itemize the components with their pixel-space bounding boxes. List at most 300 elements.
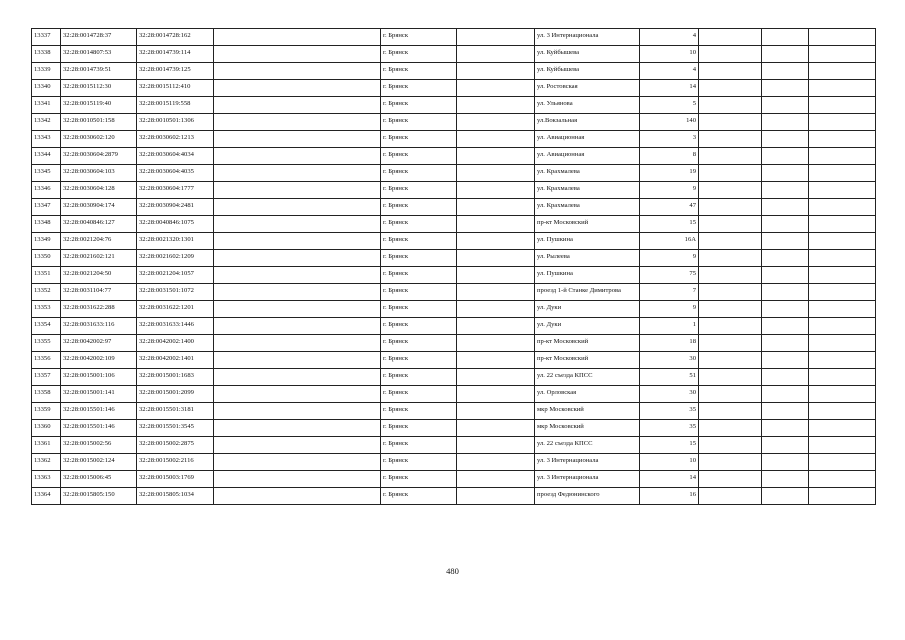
table-row — [32, 352, 876, 369]
row-number-cell: 13359 — [32, 403, 61, 420]
row-number-cell: 13356 — [32, 352, 61, 369]
city-cell: г. Брянск — [381, 216, 457, 233]
house-number-cell: 140 — [640, 114, 699, 131]
empty-cell — [214, 471, 381, 488]
city-cell: г. Брянск — [381, 352, 457, 369]
empty-cell — [214, 199, 381, 216]
city-cell: г. Брянск — [381, 165, 457, 182]
object-cadastral-number-cell: 32:28:0021204:1057 — [137, 267, 214, 284]
table-row — [32, 199, 876, 216]
empty-cell — [762, 352, 809, 369]
street-cell: ул. 22 съезда КПСС — [535, 437, 640, 454]
row-number-cell: 13352 — [32, 284, 61, 301]
city-cell: г. Брянск — [381, 131, 457, 148]
empty-cell — [214, 284, 381, 301]
street-cell: ул. 3 Интернационала — [535, 29, 640, 46]
empty-cell — [699, 97, 762, 114]
empty-cell — [809, 369, 876, 386]
empty-cell — [699, 420, 762, 437]
object-cadastral-number-cell: 32:28:0015805:1034 — [137, 488, 214, 505]
object-cadastral-number-cell: 32:28:0030904:2481 — [137, 199, 214, 216]
city-cell: г. Брянск — [381, 80, 457, 97]
empty-cell — [762, 386, 809, 403]
empty-cell — [762, 284, 809, 301]
street-cell: пр-кт Московский — [535, 352, 640, 369]
row-number-cell: 13362 — [32, 454, 61, 471]
row-number-cell: 13350 — [32, 250, 61, 267]
cadastral-number-cell: 32:28:0030602:120 — [61, 131, 137, 148]
cadastral-number-cell: 32:28:0015119:40 — [61, 97, 137, 114]
empty-cell — [214, 182, 381, 199]
empty-cell — [699, 335, 762, 352]
street-cell: ул. 3 Интернационала — [535, 454, 640, 471]
empty-cell — [214, 250, 381, 267]
street-cell: ул. Крахмалева — [535, 182, 640, 199]
empty-cell — [762, 267, 809, 284]
street-cell: ул. Рылеева — [535, 250, 640, 267]
cadastral-number-cell: 32:28:0015001:106 — [61, 369, 137, 386]
empty-cell — [762, 488, 809, 505]
empty-cell — [214, 369, 381, 386]
table-row — [32, 29, 876, 46]
empty-cell — [699, 250, 762, 267]
house-number-cell: 18 — [640, 335, 699, 352]
empty-cell — [762, 216, 809, 233]
empty-cell — [214, 233, 381, 250]
empty-cell — [214, 165, 381, 182]
object-cadastral-number-cell: 32:28:0030604:4035 — [137, 165, 214, 182]
object-cadastral-number-cell: 32:28:0040846:1075 — [137, 216, 214, 233]
table-row — [32, 131, 876, 148]
empty-cell — [457, 199, 535, 216]
empty-cell — [762, 437, 809, 454]
city-cell: г. Брянск — [381, 369, 457, 386]
house-number-cell: 9 — [640, 182, 699, 199]
cadastral-number-cell: 32:28:0031622:288 — [61, 301, 137, 318]
empty-cell — [457, 267, 535, 284]
cadastral-number-cell: 32:28:0015006:45 — [61, 471, 137, 488]
empty-cell — [762, 318, 809, 335]
empty-cell — [214, 335, 381, 352]
row-number-cell: 13341 — [32, 97, 61, 114]
empty-cell — [214, 386, 381, 403]
street-cell: ул. Пушкина — [535, 233, 640, 250]
empty-cell — [762, 182, 809, 199]
house-number-cell: 47 — [640, 199, 699, 216]
city-cell: г. Брянск — [381, 63, 457, 80]
empty-cell — [214, 352, 381, 369]
street-cell: ул. Ульянова — [535, 97, 640, 114]
empty-cell — [762, 335, 809, 352]
empty-cell — [699, 216, 762, 233]
city-cell: г. Брянск — [381, 233, 457, 250]
object-cadastral-number-cell: 32:28:0021602:1209 — [137, 250, 214, 267]
empty-cell — [809, 148, 876, 165]
empty-cell — [809, 80, 876, 97]
cadastral-number-cell: 32:28:0015002:124 — [61, 454, 137, 471]
house-number-cell: 9 — [640, 301, 699, 318]
empty-cell — [699, 63, 762, 80]
row-number-cell: 13337 — [32, 29, 61, 46]
empty-cell — [762, 471, 809, 488]
empty-cell — [457, 216, 535, 233]
empty-cell — [762, 114, 809, 131]
empty-cell — [699, 301, 762, 318]
empty-cell — [699, 182, 762, 199]
object-cadastral-number-cell: 32:28:0015003:1769 — [137, 471, 214, 488]
empty-cell — [457, 301, 535, 318]
street-cell: ул. Куйбышева — [535, 63, 640, 80]
row-number-cell: 13340 — [32, 80, 61, 97]
cadastral-number-cell: 32:28:0014807:53 — [61, 46, 137, 63]
row-number-cell: 13354 — [32, 318, 61, 335]
empty-cell — [809, 233, 876, 250]
table-row — [32, 403, 876, 420]
cadastral-number-cell: 32:28:0010501:158 — [61, 114, 137, 131]
table-row — [32, 420, 876, 437]
house-number-cell: 10 — [640, 454, 699, 471]
house-number-cell: 35 — [640, 403, 699, 420]
empty-cell — [214, 420, 381, 437]
street-cell: ул. Крахмалева — [535, 165, 640, 182]
cadastral-number-cell: 32:28:0042002:109 — [61, 352, 137, 369]
house-number-cell: 15 — [640, 437, 699, 454]
empty-cell — [457, 97, 535, 114]
cadastral-number-cell: 32:28:0014739:51 — [61, 63, 137, 80]
empty-cell — [809, 29, 876, 46]
empty-cell — [214, 29, 381, 46]
row-number-cell: 13364 — [32, 488, 61, 505]
table-row — [32, 148, 876, 165]
empty-cell — [214, 267, 381, 284]
empty-cell — [214, 148, 381, 165]
table-row — [32, 97, 876, 114]
street-cell: ул. 3 Интернационала — [535, 471, 640, 488]
table-row — [32, 165, 876, 182]
city-cell: г. Брянск — [381, 97, 457, 114]
empty-cell — [214, 63, 381, 80]
row-number-cell: 13353 — [32, 301, 61, 318]
row-number-cell: 13338 — [32, 46, 61, 63]
cadastral-number-cell: 32:28:0015001:141 — [61, 386, 137, 403]
empty-cell — [699, 437, 762, 454]
house-number-cell: 16А — [640, 233, 699, 250]
empty-cell — [457, 369, 535, 386]
empty-cell — [699, 284, 762, 301]
empty-cell — [762, 403, 809, 420]
row-number-cell: 13357 — [32, 369, 61, 386]
city-cell: г. Брянск — [381, 148, 457, 165]
empty-cell — [699, 165, 762, 182]
empty-cell — [457, 386, 535, 403]
row-number-cell: 13361 — [32, 437, 61, 454]
empty-cell — [214, 216, 381, 233]
empty-cell — [762, 80, 809, 97]
cadastral-number-cell: 32:28:0021204:50 — [61, 267, 137, 284]
register-table — [31, 28, 876, 505]
house-number-cell: 7 — [640, 284, 699, 301]
object-cadastral-number-cell: 32:28:0014728:162 — [137, 29, 214, 46]
object-cadastral-number-cell: 32:28:0015119:558 — [137, 97, 214, 114]
empty-cell — [699, 403, 762, 420]
empty-cell — [699, 29, 762, 46]
city-cell: г. Брянск — [381, 335, 457, 352]
empty-cell — [809, 199, 876, 216]
city-cell: г. Брянск — [381, 437, 457, 454]
empty-cell — [762, 46, 809, 63]
empty-cell — [809, 301, 876, 318]
cadastral-number-cell: 32:28:0030604:2879 — [61, 148, 137, 165]
empty-cell — [457, 114, 535, 131]
empty-cell — [809, 437, 876, 454]
empty-cell — [809, 216, 876, 233]
object-cadastral-number-cell: 32:28:0015112:410 — [137, 80, 214, 97]
empty-cell — [762, 29, 809, 46]
object-cadastral-number-cell: 32:28:0015501:3181 — [137, 403, 214, 420]
empty-cell — [457, 250, 535, 267]
row-number-cell: 13343 — [32, 131, 61, 148]
table-row — [32, 454, 876, 471]
table-row — [32, 437, 876, 454]
street-cell: мкр Московский — [535, 403, 640, 420]
table-row — [32, 63, 876, 80]
empty-cell — [699, 267, 762, 284]
empty-cell — [214, 131, 381, 148]
street-cell: ул. Куйбышева — [535, 46, 640, 63]
table-row — [32, 386, 876, 403]
empty-cell — [214, 403, 381, 420]
street-cell: ул. Крахмалева — [535, 199, 640, 216]
street-cell: проезд Федюнинского — [535, 488, 640, 505]
row-number-cell: 13342 — [32, 114, 61, 131]
empty-cell — [699, 46, 762, 63]
house-number-cell: 19 — [640, 165, 699, 182]
empty-cell — [809, 488, 876, 505]
city-cell: г. Брянск — [381, 386, 457, 403]
empty-cell — [809, 352, 876, 369]
empty-cell — [457, 29, 535, 46]
table-row — [32, 182, 876, 199]
empty-cell — [214, 454, 381, 471]
table-row — [32, 488, 876, 505]
cadastral-number-cell: 32:28:0021602:121 — [61, 250, 137, 267]
cadastral-number-cell: 32:28:0040846:127 — [61, 216, 137, 233]
empty-cell — [809, 165, 876, 182]
empty-cell — [809, 182, 876, 199]
object-cadastral-number-cell: 32:28:0030604:4034 — [137, 148, 214, 165]
empty-cell — [809, 46, 876, 63]
object-cadastral-number-cell: 32:28:0014739:114 — [137, 46, 214, 63]
street-cell: ул. Авиационная — [535, 131, 640, 148]
empty-cell — [699, 369, 762, 386]
empty-cell — [699, 386, 762, 403]
empty-cell — [809, 267, 876, 284]
empty-cell — [809, 420, 876, 437]
empty-cell — [809, 63, 876, 80]
empty-cell — [214, 46, 381, 63]
empty-cell — [809, 454, 876, 471]
empty-cell — [762, 250, 809, 267]
table-row — [32, 80, 876, 97]
object-cadastral-number-cell: 32:28:0010501:1306 — [137, 114, 214, 131]
row-number-cell: 13339 — [32, 63, 61, 80]
row-number-cell: 13360 — [32, 420, 61, 437]
street-cell: пр-кт Московский — [535, 335, 640, 352]
row-number-cell: 13363 — [32, 471, 61, 488]
cadastral-number-cell: 32:28:0015002:56 — [61, 437, 137, 454]
page-number: 480 — [446, 566, 459, 576]
empty-cell — [809, 97, 876, 114]
city-cell: г. Брянск — [381, 318, 457, 335]
object-cadastral-number-cell: 32:28:0031501:1072 — [137, 284, 214, 301]
cadastral-number-cell: 32:28:0015501:146 — [61, 420, 137, 437]
street-cell: ул.Вокзальная — [535, 114, 640, 131]
empty-cell — [699, 80, 762, 97]
street-cell: мкр Московский — [535, 420, 640, 437]
empty-cell — [457, 131, 535, 148]
house-number-cell: 8 — [640, 148, 699, 165]
house-number-cell: 5 — [640, 97, 699, 114]
house-number-cell: 14 — [640, 80, 699, 97]
empty-cell — [809, 403, 876, 420]
street-cell: проезд 1-й Станке Димитрова — [535, 284, 640, 301]
empty-cell — [699, 454, 762, 471]
empty-cell — [457, 63, 535, 80]
row-number-cell: 13345 — [32, 165, 61, 182]
empty-cell — [457, 352, 535, 369]
city-cell: г. Брянск — [381, 114, 457, 131]
empty-cell — [457, 284, 535, 301]
object-cadastral-number-cell: 32:28:0015001:2099 — [137, 386, 214, 403]
city-cell: г. Брянск — [381, 403, 457, 420]
house-number-cell: 1 — [640, 318, 699, 335]
empty-cell — [457, 182, 535, 199]
empty-cell — [699, 352, 762, 369]
empty-cell — [809, 114, 876, 131]
empty-cell — [457, 471, 535, 488]
house-number-cell: 10 — [640, 46, 699, 63]
house-number-cell: 51 — [640, 369, 699, 386]
empty-cell — [809, 131, 876, 148]
house-number-cell: 4 — [640, 29, 699, 46]
object-cadastral-number-cell: 32:28:0042002:1400 — [137, 335, 214, 352]
table-row — [32, 114, 876, 131]
cadastral-number-cell: 32:28:0031104:77 — [61, 284, 137, 301]
object-cadastral-number-cell: 32:28:0015001:1683 — [137, 369, 214, 386]
table-row — [32, 318, 876, 335]
house-number-cell: 30 — [640, 352, 699, 369]
table-row — [32, 369, 876, 386]
object-cadastral-number-cell: 32:28:0015002:2116 — [137, 454, 214, 471]
empty-cell — [762, 63, 809, 80]
table-row — [32, 301, 876, 318]
row-number-cell: 13355 — [32, 335, 61, 352]
house-number-cell: 35 — [640, 420, 699, 437]
empty-cell — [214, 437, 381, 454]
empty-cell — [699, 148, 762, 165]
empty-cell — [457, 437, 535, 454]
street-cell: ул. 22 съезда КПСС — [535, 369, 640, 386]
object-cadastral-number-cell: 32:28:0030604:1777 — [137, 182, 214, 199]
cadastral-number-cell: 32:28:0014728:37 — [61, 29, 137, 46]
city-cell: г. Брянск — [381, 29, 457, 46]
house-number-cell: 15 — [640, 216, 699, 233]
empty-cell — [214, 488, 381, 505]
cadastral-number-cell: 32:28:0015805:150 — [61, 488, 137, 505]
empty-cell — [762, 454, 809, 471]
row-number-cell: 13344 — [32, 148, 61, 165]
table-row — [32, 471, 876, 488]
empty-cell — [809, 386, 876, 403]
empty-cell — [457, 46, 535, 63]
table-row — [32, 284, 876, 301]
row-number-cell: 13349 — [32, 233, 61, 250]
empty-cell — [457, 318, 535, 335]
cadastral-number-cell: 32:28:0031633:116 — [61, 318, 137, 335]
empty-cell — [457, 403, 535, 420]
city-cell: г. Брянск — [381, 301, 457, 318]
object-cadastral-number-cell: 32:28:0015501:3545 — [137, 420, 214, 437]
empty-cell — [214, 318, 381, 335]
city-cell: г. Брянск — [381, 267, 457, 284]
empty-cell — [699, 233, 762, 250]
city-cell: г. Брянск — [381, 250, 457, 267]
street-cell: ул. Пушкина — [535, 267, 640, 284]
cadastral-number-cell: 32:28:0042002:97 — [61, 335, 137, 352]
object-cadastral-number-cell: 32:28:0042002:1401 — [137, 352, 214, 369]
register-table-body — [32, 29, 876, 505]
house-number-cell: 4 — [640, 63, 699, 80]
house-number-cell: 16 — [640, 488, 699, 505]
empty-cell — [762, 199, 809, 216]
table-row — [32, 335, 876, 352]
street-cell: ул. Авиационная — [535, 148, 640, 165]
city-cell: г. Брянск — [381, 454, 457, 471]
empty-cell — [457, 148, 535, 165]
row-number-cell: 13346 — [32, 182, 61, 199]
empty-cell — [809, 284, 876, 301]
object-cadastral-number-cell: 32:28:0021320:1301 — [137, 233, 214, 250]
house-number-cell: 14 — [640, 471, 699, 488]
empty-cell — [457, 454, 535, 471]
empty-cell — [214, 80, 381, 97]
empty-cell — [699, 488, 762, 505]
empty-cell — [762, 148, 809, 165]
empty-cell — [457, 165, 535, 182]
table-row — [32, 267, 876, 284]
table-row — [32, 216, 876, 233]
empty-cell — [214, 114, 381, 131]
empty-cell — [762, 233, 809, 250]
row-number-cell: 13348 — [32, 216, 61, 233]
empty-cell — [699, 318, 762, 335]
table-row — [32, 46, 876, 63]
empty-cell — [762, 131, 809, 148]
city-cell: г. Брянск — [381, 471, 457, 488]
city-cell: г. Брянск — [381, 46, 457, 63]
cadastral-number-cell: 32:28:0021204:76 — [61, 233, 137, 250]
empty-cell — [809, 335, 876, 352]
empty-cell — [699, 114, 762, 131]
cadastral-number-cell: 32:28:0030604:128 — [61, 182, 137, 199]
empty-cell — [762, 301, 809, 318]
empty-cell — [699, 471, 762, 488]
cadastral-number-cell: 32:28:0030604:103 — [61, 165, 137, 182]
house-number-cell: 3 — [640, 131, 699, 148]
city-cell: г. Брянск — [381, 199, 457, 216]
city-cell: г. Брянск — [381, 488, 457, 505]
empty-cell — [699, 131, 762, 148]
